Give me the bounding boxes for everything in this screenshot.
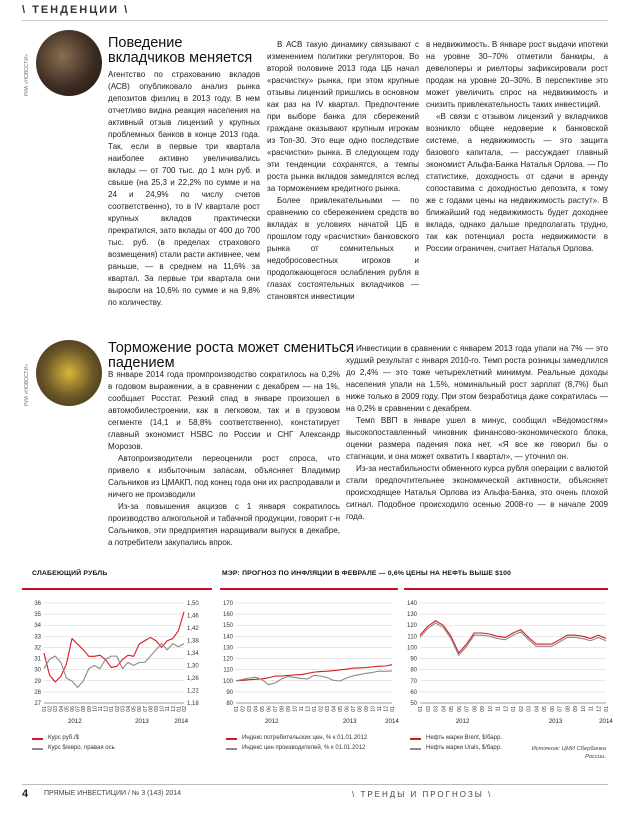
chart2-y-tick-label: 110 — [223, 667, 233, 674]
chart1-x-tick-label: 03 — [120, 706, 127, 712]
page-number: 4 — [22, 788, 29, 800]
chart1-y2-tick-label: 1,34 — [187, 651, 199, 657]
chart1-x-tick-label: 08 — [81, 706, 88, 712]
chart2-y-tick-label: 90 — [226, 689, 233, 696]
chart1-y-tick-label: 32 — [34, 645, 41, 652]
chart1-x-tick-label: 10 — [159, 706, 166, 712]
chart1-y-tick-label: 33 — [34, 634, 41, 641]
article2-photo-credit: РИА «НОВОСТИ» — [24, 364, 30, 406]
chart-source: Источник: ЦМИ Сбербанка России. — [531, 746, 606, 760]
chart1-title: СЛАБЕЮЩИЙ РУБЛЬ — [32, 570, 108, 577]
chart1-y-tick-label: 34 — [34, 623, 41, 630]
chart1-x-tick-label: 05 — [64, 706, 71, 712]
chart2-x-tick-label: 08 — [279, 706, 286, 712]
chart3-series-1-line — [420, 621, 606, 653]
footer-divider — [22, 784, 608, 785]
chart1-y-tick-label: 30 — [34, 667, 41, 674]
chart1-x-tick-label: 02 — [114, 706, 121, 712]
chart3-x-tick-label: 12 — [503, 706, 510, 712]
paragraph: Более привлекательными — по сравнению со сбережением средств во вкладах в условиях начатой ЦБ в прошлом году «расчистки» банковского рынка от сомнительных и недобросовестных игроков и продолжающегося ослабления рубля в глазах состоятельных вкладчиков — становятся инвестиции — [267, 196, 419, 301]
chart3-legend-item-brent: Нефть марки Brent, $/барр. — [410, 735, 502, 741]
chart1-x-tick-label: 08 — [148, 706, 155, 712]
chart3-x-tick-label: 06 — [456, 706, 463, 712]
chart2-x-tick-label: 06 — [266, 706, 273, 712]
article1-column-3 — [426, 39, 608, 309]
chart2-x-tick-label: 07 — [273, 706, 279, 712]
chart3-x-tick-label: 06 — [549, 706, 556, 712]
chart2-x-tick-label: 09 — [286, 706, 292, 712]
chart2-x-tick-label: 12 — [383, 706, 390, 712]
chart2-y-tick-label: 120 — [222, 656, 233, 663]
chart2-x-tick-label: 03 — [325, 706, 331, 712]
chart3-y-tick-label: 140 — [406, 601, 417, 607]
paragraph: Инвестиции в сравнении с январем 2013 года упали на 7% — это худший результат с января 2010-го. Темп роста розницы замедлился до 2,4% — это тоже четырехлетний минимум. Реальные доходы населения упали на 1,5%, номинальный рост зарплат (8,7%) был ниже только в 2009 году. При этом безработица даже сократилась — на 0,2% в сравнении с декабрем. — [346, 344, 608, 413]
chart2-x-tick-label: 01 — [234, 706, 240, 712]
chart3-x-tick-label: 12 — [596, 706, 603, 712]
chart1-title-underline — [22, 588, 212, 590]
chart2-y-tick-label: 140 — [222, 634, 233, 641]
chart1-x-tick-label: 04 — [126, 706, 132, 712]
chart2-y-tick-label: 80 — [226, 701, 233, 707]
chart1-x-tick-label: 12 — [170, 706, 177, 712]
article1-photo-credit: РИА «НОВОСТИ» — [24, 54, 30, 96]
article1-column-2 — [267, 39, 419, 309]
chart2-year-label: 2014 — [385, 718, 399, 725]
chart2-x-tick-label: 02 — [240, 706, 247, 712]
paragraph: В январе 2014 года промпроизводство сократилось на 0,2% в годовом выражении, а в сравнении с декабрем — на 1%, сообщает Росстат. Резкий спад в январе произошел в автомобилестроении, как в легковом, так и в грузовом сегменте (14,1 и 58,8% соответственно), констатирует главный экономист HSBC по России и СНГ Александр Морозов. — [108, 370, 340, 451]
chart3-title-underline — [404, 588, 608, 590]
chart1-x-tick-label: 11 — [165, 706, 172, 712]
chart1-x-tick-label: 07 — [75, 706, 82, 712]
chart2-y-tick-label: 100 — [222, 678, 233, 685]
top-divider — [22, 20, 608, 21]
chart3-x-tick-label: 10 — [487, 706, 494, 712]
chart1-year-label: 2013 — [135, 718, 149, 725]
footer-rubric: \ ТРЕНДЫ И ПРОГНОЗЫ \ — [352, 790, 493, 799]
chart2-x-tick-label: 04 — [253, 706, 260, 712]
article1-column-1 — [108, 69, 260, 309]
chart1-y-tick-label: 28 — [34, 689, 41, 696]
chart1-x-tick-label: 02 — [182, 706, 188, 712]
chart2-title-underline — [220, 588, 398, 590]
chart1-series-1-line — [44, 612, 184, 682]
chart3-x-tick-label: 09 — [480, 706, 486, 712]
chart2-x-tick-label: 05 — [338, 706, 344, 712]
chart2-x-tick-label: 03 — [247, 706, 253, 712]
chart2-x-tick-label: 01 — [312, 706, 318, 712]
chart1-x-tick-label: 06 — [70, 706, 76, 712]
charts-area — [0, 597, 630, 727]
chart2-series-2-line — [236, 671, 392, 685]
article2-column-2 — [346, 343, 608, 553]
chart1-x-tick-label: 11 — [98, 706, 104, 712]
chart3-x-tick-label: 02 — [425, 706, 432, 712]
chart1-x-tick-label: 09 — [154, 706, 160, 712]
chart2-y-tick-label: 130 — [222, 645, 233, 652]
paragraph: в недвижимость. В январе рост выдачи ипотеки на уровне 30–70% отметили банкиры, а девелоперы и риелторы зафиксировали рост продаж на уровне 20–30%. В перспективе это может увеличить спрос на недвижимость и снизить привлекательность таких инвестиций. — [426, 40, 608, 109]
paragraph: «В связи с отзывом лицензий у вкладчиков возникло общее недоверие к банковской системе, а недвижимость — это защита базового капитала, — рассуждает главный экономист Альфа-Банка Наталья Орлова. — По статистике, доходность от сдачи в аренду сопоставима с доходностью депозита, к тому же с годами цены на недвижимость растут». В ближайший год недвижимость будет доходнее вклада, однако дальше предполагать трудно, так как потенциал роста недвижимости в России ограничен, считает Наталья Орлова. — [426, 112, 608, 253]
chart1-y-tick-label: 29 — [34, 678, 41, 685]
chart1-x-tick-label: 07 — [142, 706, 149, 712]
chart2-title: МЭР: ПРОГНОЗ ПО ИНФЛЯЦИИ В ФЕВРАЛЕ — 0,6% — [222, 570, 405, 577]
chart1-y2-tick-label: 1,26 — [187, 676, 199, 682]
chart1-x-tick-label: 10 — [92, 706, 99, 712]
chart1-x-tick-label: 06 — [137, 706, 144, 712]
chart1-y-tick-label: 35 — [34, 612, 41, 619]
chart2-x-tick-label: 07 — [351, 706, 357, 712]
chart3-x-tick-label: 04 — [534, 706, 541, 712]
chart3-y-tick-label: 120 — [406, 623, 417, 630]
chart3-x-tick-label: 03 — [433, 706, 440, 712]
chart1-x-tick-label: 04 — [58, 706, 65, 712]
chart3-y-tick-label: 110 — [407, 634, 417, 641]
chart3-x-tick-label: 03 — [526, 706, 533, 712]
chart2-x-tick-label: 12 — [305, 706, 312, 712]
chart1-x-tick-label: 02 — [47, 706, 54, 712]
chart3-x-tick-label: 11 — [495, 706, 502, 712]
chart3-x-tick-label: 02 — [518, 706, 525, 712]
chart3-x-tick-label: 04 — [441, 706, 448, 712]
chart3-x-tick-label: 08 — [472, 706, 479, 712]
chart2-x-tick-label: 04 — [331, 706, 338, 712]
chart3-title: ЦЕНЫ НА НЕФТЬ ВЫШЕ $100 — [406, 570, 512, 577]
chart1-legend-item-eur: Курс $/евро, правая ось — [32, 745, 115, 751]
chart3-y-tick-label: 90 — [410, 656, 417, 663]
chart3-x-tick-label: 05 — [449, 706, 455, 712]
chart3-x-tick-label: 07 — [464, 706, 471, 712]
article2-column-1 — [108, 369, 340, 554]
chart1-x-tick-label: 01 — [176, 706, 183, 712]
article1-photo — [36, 30, 102, 96]
article1-title: Поведение вкладчиков меняется — [108, 35, 253, 66]
paragraph: Темп ВВП в январе ушел в минус, сообщил «Ведомостям» высокопоставленный чиновник финансово-экономического блока, оценки размера падения пока нет. «Я все же говорил бы о стагнации, и она может охватить I квартал», — уточнил он. — [346, 416, 608, 461]
chart1-y2-tick-label: 1,30 — [187, 663, 199, 670]
chart2-x-tick-label: 10 — [370, 706, 377, 712]
chart2-x-tick-label: 11 — [377, 706, 383, 712]
chart3-legend-item-urals: Нефть марки Urals, $/барр. — [410, 745, 502, 751]
chart2-x-tick-label: 05 — [260, 706, 266, 712]
chart3-year-label: 2012 — [455, 718, 470, 725]
chart3-y-tick-label: 60 — [410, 689, 417, 696]
chart1-legend — [32, 735, 115, 755]
chart2-x-tick-label: 08 — [357, 706, 364, 712]
chart3-legend — [410, 735, 502, 755]
chart2-x-tick-label: 02 — [318, 706, 325, 712]
chart1-year-label: 2014 — [174, 718, 189, 725]
chart3-x-tick-label: 11 — [588, 706, 595, 712]
chart2-legend — [226, 735, 367, 755]
chart2-x-tick-label: 01 — [390, 706, 396, 712]
chart1-y2-tick-label: 1,50 — [187, 601, 199, 607]
chart3-x-tick-label: 01 — [418, 706, 424, 712]
article2-title: Торможение роста может смениться падением — [108, 340, 355, 371]
chart2-x-tick-label: 11 — [299, 706, 305, 712]
chart2-x-tick-label: 06 — [344, 706, 351, 712]
paragraph: Агентство по страхованию вкладов (АСВ) опубликовало анализ рынка депозитов физлиц в 2013 году. В нем отчетливо видна реакция населения на активный отзыв лицензий у крупных проблемных банков в конце 2013 года. Так, если в первые три квартала наиболее активно увеличивались вклады — от 700 тыс. до 1 млн руб. и свыше (на 25,3 и 22,2% по сумме и на 24 и 24,9% по числу счетов соответственно), то в IV квартале рост крупных вкладов практически прекратился, зато вклады от 400 до 700 тыс. руб. (в пределах страхового возмещения) стали расти активнее, чем раньше, — в среднем на 11,6% за квартал. За первые три квартала они выросли на 10,6% по сумме и на 9,8% по количеству. — [108, 70, 260, 307]
chart3-x-tick-label: 10 — [580, 706, 587, 712]
chart1-y-tick-label: 31 — [34, 656, 41, 663]
chart1-x-tick-label: 12 — [103, 706, 110, 712]
article2-photo — [36, 340, 102, 406]
journal-issue: ПРЯМЫЕ ИНВЕСТИЦИИ / № 3 (143) 2014 — [44, 790, 182, 797]
chart1-y2-tick-label: 1,18 — [187, 701, 199, 707]
chart3-x-tick-label: 01 — [511, 706, 517, 712]
chart1-y-tick-label: 27 — [34, 701, 41, 707]
chart2-x-tick-label: 09 — [364, 706, 370, 712]
chart1-x-tick-label: 01 — [109, 706, 116, 712]
chart1-x-tick-label: 03 — [53, 706, 60, 712]
chart3-x-tick-label: 09 — [573, 706, 579, 712]
chart1-x-tick-label: 01 — [42, 706, 48, 712]
chart3-y-tick-label: 70 — [410, 678, 417, 685]
chart3-x-tick-label: 07 — [557, 706, 564, 712]
chart2-y-tick-label: 170 — [222, 601, 233, 607]
chart3-series-2-line — [420, 623, 606, 655]
chart1-legend-item-rub: Курс руб./$ — [32, 735, 115, 741]
chart1-y-tick-label: 36 — [34, 601, 41, 607]
chart3-y-tick-label: 80 — [410, 667, 417, 674]
chart1-y2-tick-label: 1,46 — [187, 613, 199, 620]
chart3-y-tick-label: 100 — [406, 645, 417, 652]
chart1-x-tick-label: 09 — [86, 706, 93, 712]
section-label: \ ТЕНДЕНЦИИ \ — [22, 4, 130, 16]
chart3-y-tick-label: 130 — [406, 612, 417, 619]
paragraph: В АСВ такую динамику связывают с изменением политики регуляторов. Во второй половине 2013 года ЦБ начал «расчистку» рынка, при этом крупные отзывы лицензий пришлись в основном как раз на IV квартал. Предпочтение при выборе банка для сбережений граждане оказывают крупным игрокам из Топ-30. Это еще одно последствие «расчистки» рынка. В следующем году эти тенденции сохранятся, а темпы роста рынка вкладов замедлятся вслед за торможением кредитного рынка. — [267, 40, 419, 193]
chart1-year-label: 2012 — [67, 718, 82, 725]
chart2-x-tick-label: 10 — [292, 706, 299, 712]
chart1-y2-tick-label: 1,22 — [187, 688, 199, 695]
paragraph: Автопроизводители переоценили рост спроса, что привело к избыточным запасам, объясняет Владимир Сальников из ЦМАКП, под конец года они их распродавали и ничего не производили — [108, 454, 340, 499]
chart1-x-tick-label: 05 — [131, 706, 138, 712]
chart2-legend-item-cpi: Индекс потребительских цен, % к 01.01.2012 — [226, 735, 367, 741]
chart2-y-tick-label: 160 — [222, 612, 233, 619]
chart2-year-label: 2013 — [342, 718, 357, 725]
chart3-x-tick-label: 01 — [604, 706, 610, 712]
chart3-y-tick-label: 50 — [410, 701, 417, 707]
chart3-x-tick-label: 08 — [565, 706, 572, 712]
paragraph: Из-за нестабильности обменного курса рубля операции с валютой стали предпочтительнее экономической активности, объясняет происходящее Наталья Орлова из Альфа-Банка, это очень плохой сигнал. Подобное происходило осенью 2008-го — в начале 2009 года. — [346, 464, 608, 521]
chart3-year-label: 2013 — [548, 718, 563, 725]
chart3-x-tick-label: 05 — [542, 706, 548, 712]
chart2-legend-item-ppi: Индекс цен производителей, % к 01.01.2012 — [226, 745, 367, 751]
chart1-y2-tick-label: 1,38 — [187, 638, 199, 645]
chart2-y-tick-label: 150 — [222, 623, 233, 630]
chart1-y2-tick-label: 1,42 — [187, 626, 199, 632]
chart2-year-label: 2012 — [264, 718, 279, 725]
chart3-year-label: 2014 — [599, 718, 613, 725]
paragraph: Из-за повышения акцизов с 1 января сократилось производство алкогольной и табачной продукции, говорит г-н Сальников, эти предприятия наращивали выпуск в декабре, а потребители закупались впрок. — [108, 502, 340, 547]
